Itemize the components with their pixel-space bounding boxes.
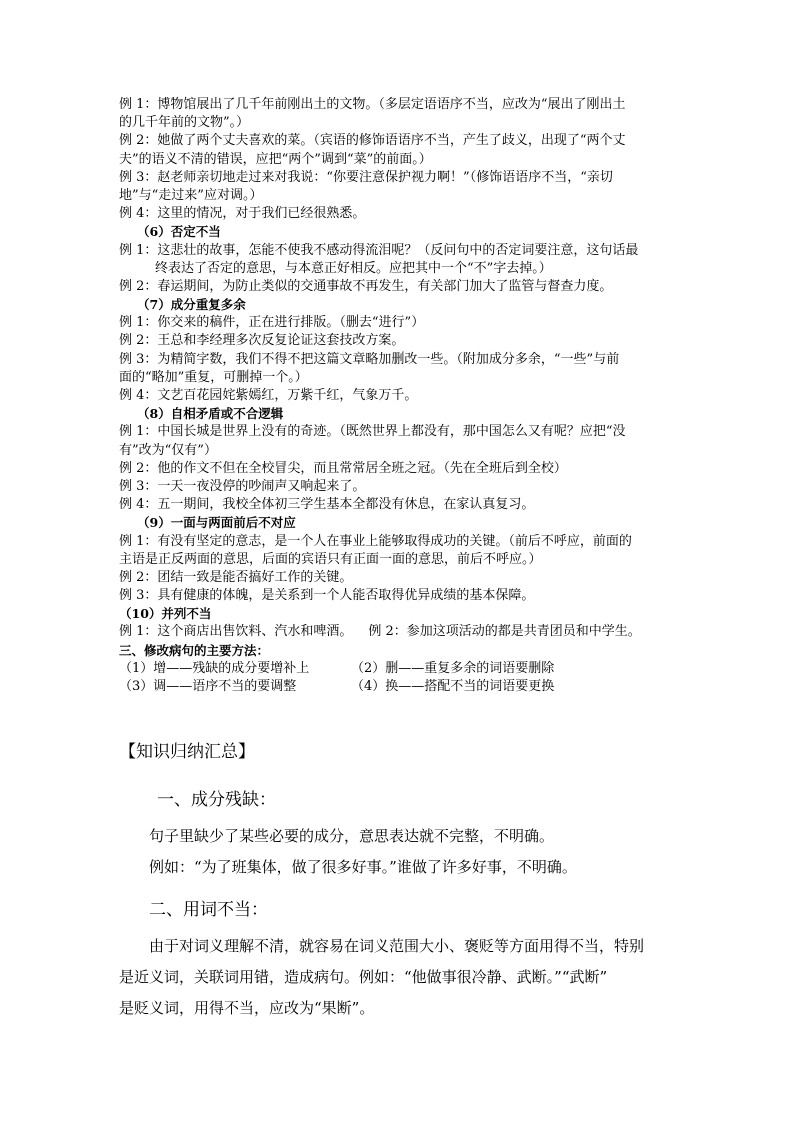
example-line: 例 2：春运期间，为防止类似的交通事故不再发生，有关部门加大了监管与督查力度。 — [119, 278, 613, 294]
example-line: 例 1：博物馆展出了几千年前刚出土的文物。（多层定语语序不当，应改为“展出了刚出土 — [119, 97, 626, 112]
page-title: 【知识归纳汇总】 — [119, 742, 255, 762]
example-line: 例 1：这悲壮的故事，怎能不使我不感动得流泪呢？（反问句中的否定词要注意，这句话最 — [119, 242, 639, 258]
example-line: 例 3：为精简字数，我们不得不把这篇文章略加删改一些。（附加成分多余，“一些”与前 — [119, 351, 620, 367]
example-line: 的几千年前的文物”。） — [119, 115, 250, 131]
example-line: 例 1：你交来的稿件，正在进行排版。（删去“进行”） — [119, 315, 425, 331]
method-replace: （4）换——搭配不当的词语要更换 — [351, 679, 555, 694]
methods-heading: 三、修改病句的主要方法： — [119, 642, 270, 658]
example-line: 例 2：他的作文不但在全校冒尖，而且常常居全班之冠。（先在全班后到全校） — [119, 460, 567, 476]
methods-row — [119, 660, 689, 678]
example-line: 夫”的语义不清的错误，应把“两个”调到“菜”的前面。） — [119, 151, 432, 167]
paragraph: 由于对词义理解不清，就容易在词义范围大小、褒贬等方面用得不当，特别 — [149, 937, 645, 955]
method-add: （1）增——残缺的成分要增补上 — [119, 660, 310, 676]
example-line: 有”改为“仅有”） — [119, 442, 217, 458]
heading-improper-word-use: 二、用词不当： — [149, 900, 268, 920]
example-line — [119, 623, 689, 641]
subheading-contradiction: （8）自相矛盾或不合逻辑 — [137, 406, 284, 422]
paragraph: 例如：“为了班集体，做了很多好事。”谁做了许多好事，不明确。 — [149, 858, 577, 876]
paragraph: 句子里缺少了某些必要的成分，意思表达就不完整，不明确。 — [149, 827, 555, 845]
parallel-example-2: 例 2：参加这项活动的都是共青团员和中学生。 — [368, 624, 641, 640]
example-line: 例 3：一天一夜没停的吵闹声又响起来了。 — [119, 478, 366, 494]
example-line: 面的“略加”重复，可删掉一个。） — [119, 369, 308, 385]
paragraph: 是近义词，关联词用错，造成病句。例如：“他做事很冷静、武断。”“武断” — [119, 968, 608, 986]
example-line: 例 1：有没有坚定的意志，是一个人在事业上能够取得成功的关键。（前后不呼应，前面的 — [119, 533, 632, 549]
example-line: 例 1：中国长城是世界上没有的奇迹。（既然世界上都没有，那中国怎么又有呢？应把“没 — [119, 424, 626, 440]
example-line: 例 2：团结一致是能否搞好工作的关键。 — [119, 569, 353, 585]
subheading-parallel: （10）并列不当 — [119, 606, 212, 622]
example-line: 例 4：文艺百花园姹紫嫣红，万紫千红，气象万千。 — [119, 388, 418, 403]
subheading-one-two-sides: （9）一面与两面前后不对应 — [137, 515, 296, 531]
heading-missing-components: 一、成分残缺： — [157, 790, 276, 810]
method-delete: （2）删——重复多余的词语要删除 — [351, 660, 555, 676]
example-line: 终表达了否定的意思，与本意正好相反。应把其中一个“不”字去掉。） — [155, 260, 552, 276]
methods-row — [119, 678, 689, 696]
example-line: 例 2：她做了两个丈夫喜欢的菜。（宾语的修饰语语序不当，产生了歧义，出现了“两个丈 — [119, 133, 626, 149]
example-line: 例 3：具有健康的体魄，是关系到一个人能否取得优异成绩的基本保障。 — [119, 588, 535, 604]
example-line: 例 3：赵老师亲切地走过来对我说：“你要注意保护视力啊！”（修饰语语序不当，“亲切 — [119, 169, 613, 185]
example-line: 地”与“走过来”应对调。） — [119, 187, 263, 203]
subheading-negation: （6）否定不当 — [137, 224, 221, 240]
parallel-example-1: 例 1：这个商店出售饮料、汽水和啤酒。 — [119, 624, 353, 640]
example-line: 例 4：五一期间，我校全体初三学生基本全都没有休息，在家认真复习。 — [119, 497, 535, 513]
example-line: 例 2：王总和李经理多次反复论证这套技改方案。 — [119, 333, 405, 349]
example-line: 主语是正反两面的意思，后面的宾语只有正面一面的意思，前后不呼应。） — [119, 551, 542, 567]
subheading-redundancy: （7）成分重复多余 — [137, 297, 246, 313]
grammar-error-examples — [119, 96, 689, 696]
example-line: 例 4：这里的情况，对于我们已经很熟悉。 — [119, 206, 366, 222]
method-reorder: （3）调——语序不当的要调整 — [119, 679, 297, 694]
paragraph: 是贬义词，用得不当，应改为“果断”。 — [119, 999, 375, 1017]
knowledge-summary — [119, 737, 679, 1024]
